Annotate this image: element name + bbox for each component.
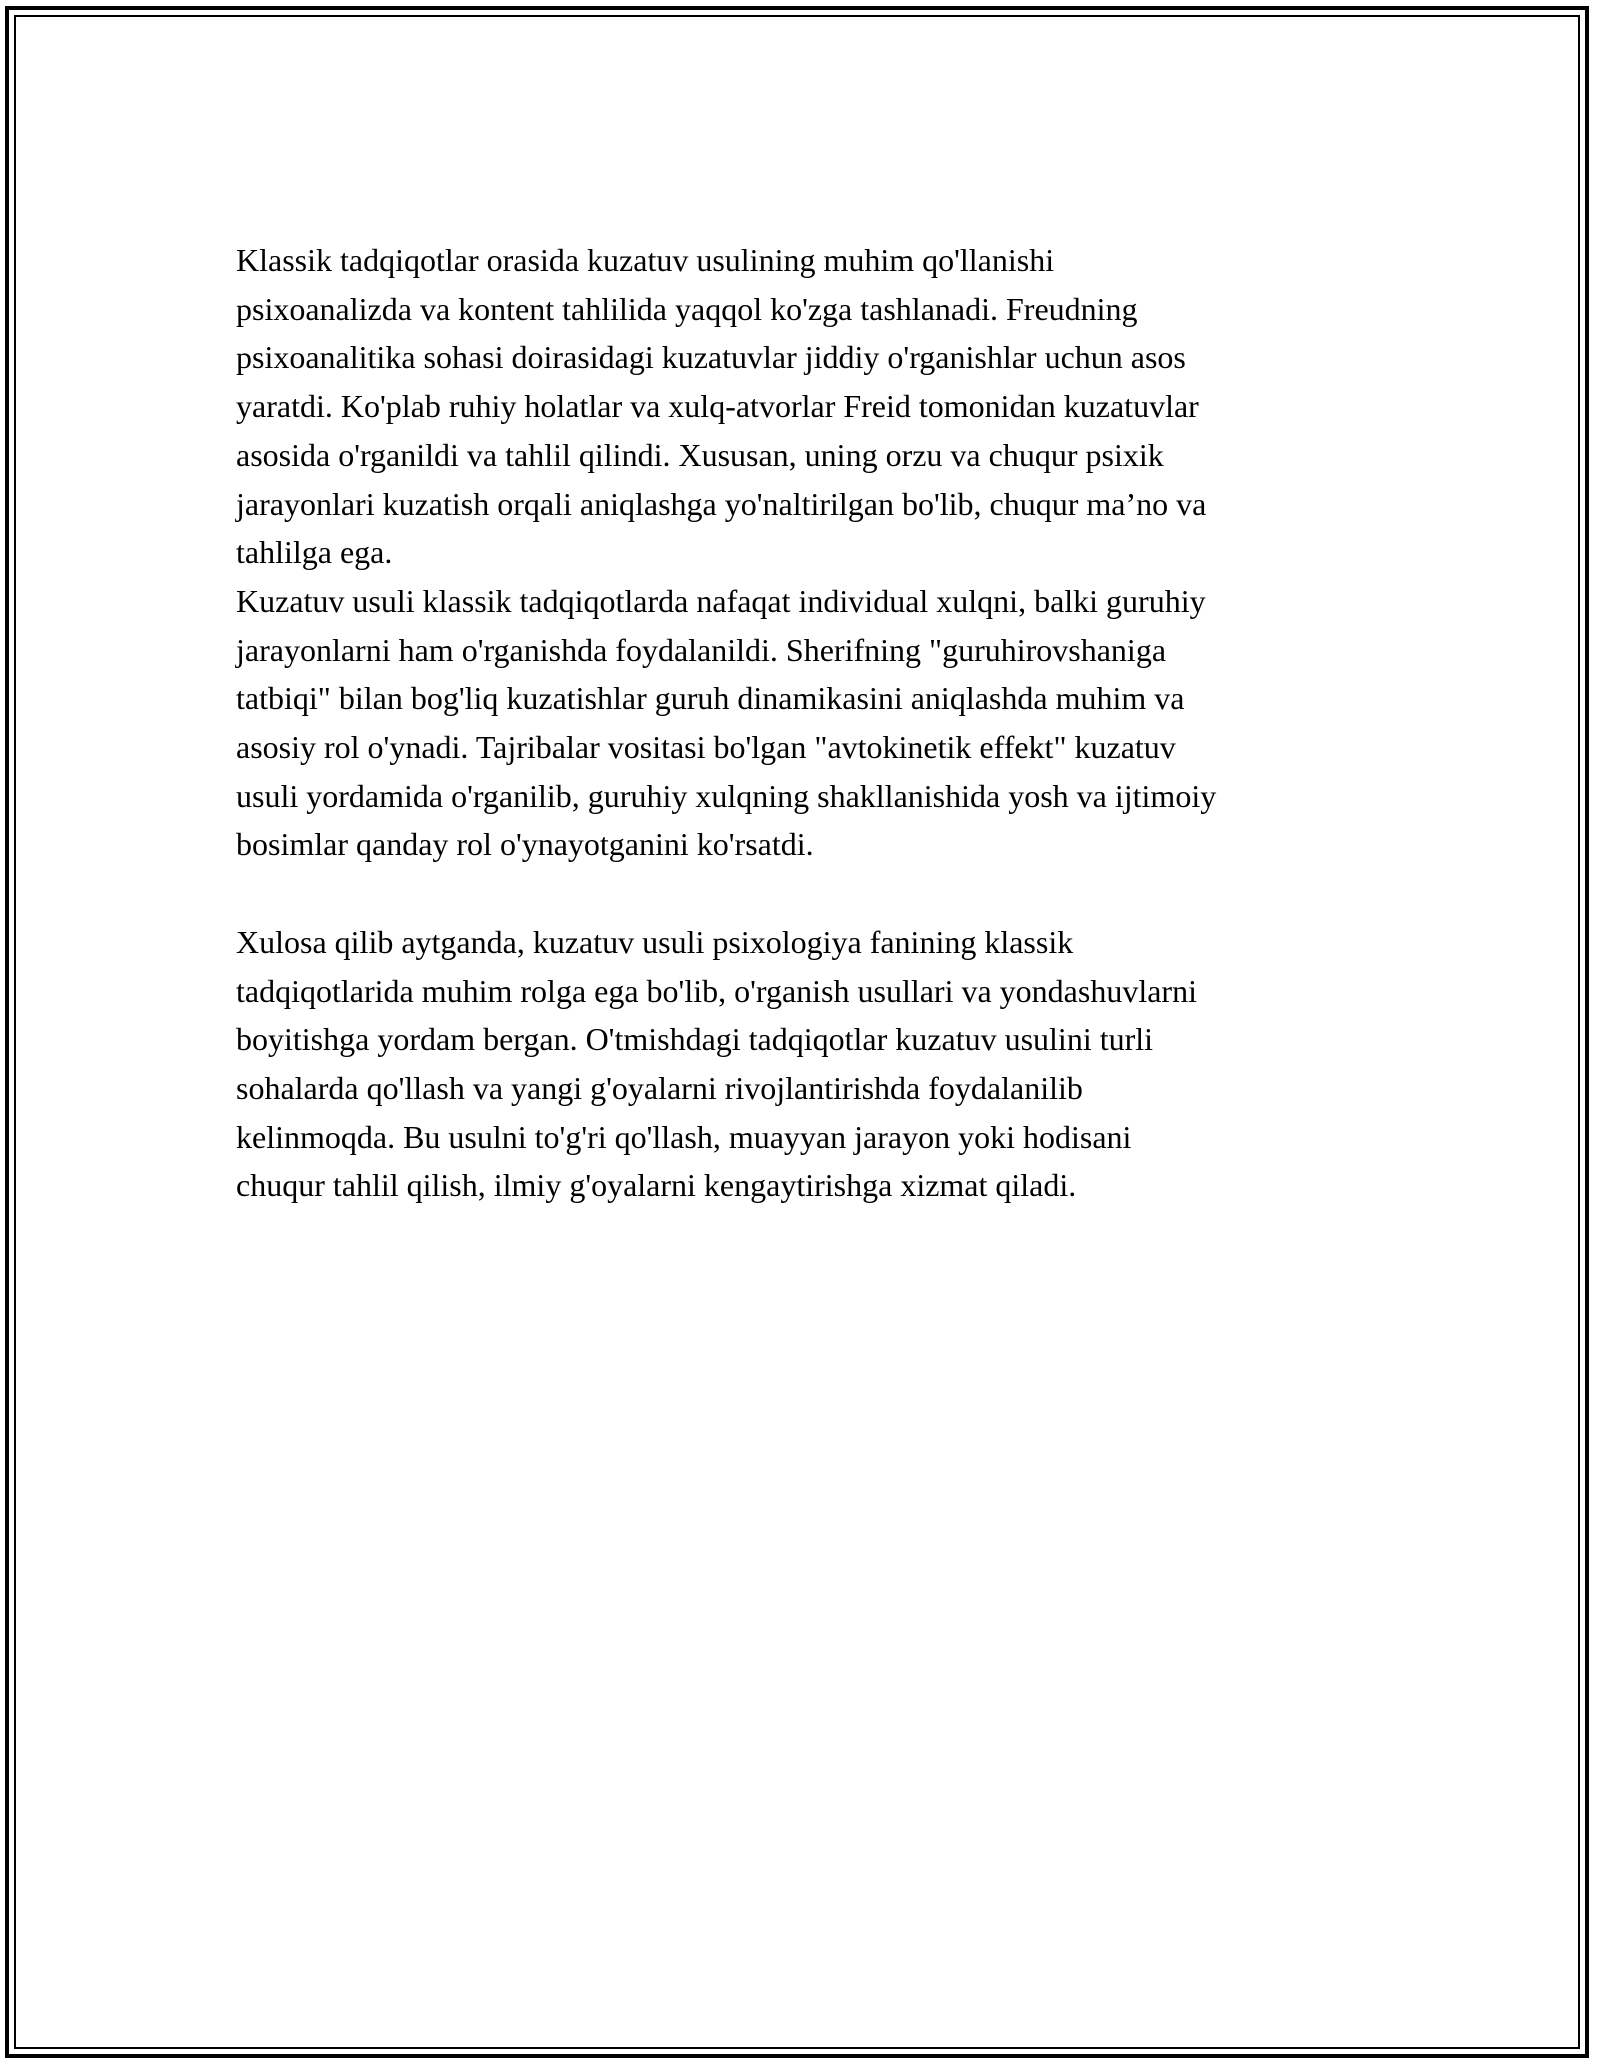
paragraph-freud-observation: Klassik tadqiqotlar orasida kuzatuv usulining muhim qo'llanishi psixoanalizda va kontent tahlilida yaqqol ko'zga tashlanadi. Freudning psixoanalitika sohasi doirasidagi kuzatuvlar jiddiy o'rganishlar uchun asos yaratdi. Ko'plab ruhiy holatlar va xulq-atvorlar Freid tomonidan kuzatuvlar asosida o'rganildi va tahlil qilindi. Xususan, uning orzu va chuqur psixik jarayonlari kuzatish orqali aniqlashga yo'naltirilgan bo'lib, chuqur ma’no va tahlilga ega. [236,242,1207,571]
paragraph-spacer [236,869,1376,918]
paragraph-conclusion: Xulosa qilib aytganda, kuzatuv usuli psixologiya fanining klassik tadqiqotlarida muhim rolga ega bo'lib, o'rganish usullari va yondashuvlarni boyitishga yordam bergan. O'tmishdagi tadqiqotlar kuzatuv usulini turli sohalarda qo'llash va yangi g'oyalarni rivojlantirishda foydalanilib kelinmoqda. Bu usulni to'g'ri qo'llash, muayyan jarayon yoki hodisani chuqur tahlil qilish, ilmiy g'oyalarni kengaytirishga xizmat qiladi. [236,923,1197,1204]
paragraph-group-observation: Kuzatuv usuli klassik tadqiqotlarda nafaqat individual xulqni, balki guruhiy jarayonlarni ham o'rganishda foydalanildi. Sherifning "guruhirovshaniga tatbiqi" bilan bog'liq kuzatishlar guruh dinamikasini aniqlashda muhim va asosiy rol o'ynadi. Tajribalar vositasi bo'lgan "avtokinetik effekt" kuzatuv usuli yordamida o'rganilib, guruhiy xulqning shakllanishida yosh va ijtimoiy bosimlar qanday rol o'ynayotganini ko'rsatdi. [236,582,1217,863]
document-body [236,236,1376,1210]
